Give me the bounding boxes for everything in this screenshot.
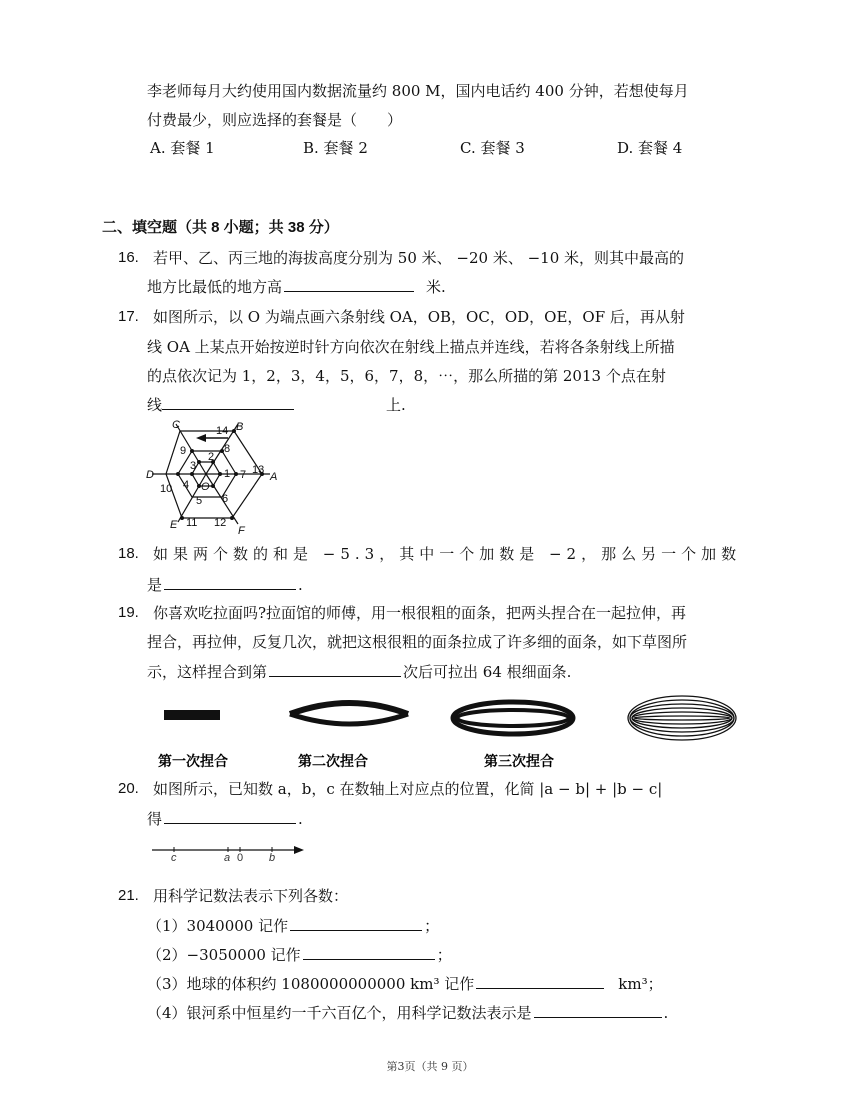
svg-text:8: 8: [224, 443, 231, 455]
q15-option-d[interactable]: D. 套餐 4: [617, 139, 683, 157]
q16-line1: 若甲、乙、丙三地的海拔高度分别为 50 米、 −20 米、 −10 米，则其中最高的: [153, 249, 685, 267]
section-title: 二、填空题（共 8 小题；共 38 分）: [102, 219, 339, 236]
svg-text:C: C: [172, 419, 180, 431]
svg-text:7: 7: [240, 469, 247, 481]
q21-item3: [147, 973, 663, 994]
q21-number: 21.: [118, 887, 139, 904]
svg-text:3: 3: [190, 460, 197, 472]
q18-line2-end: .: [298, 576, 303, 594]
svg-text:1: 1: [224, 468, 231, 480]
q17-line4-text: 线: [147, 396, 163, 414]
q21-item2: [147, 944, 452, 965]
svg-text:13: 13: [252, 464, 265, 476]
q15-option-c[interactable]: C. 套餐 3: [460, 139, 525, 157]
svg-text:14: 14: [216, 425, 229, 437]
axis-label-b: b: [269, 852, 276, 864]
q21-item2-text: （2）−3050000 记作: [147, 946, 301, 964]
axis-label-zero: 0: [237, 852, 244, 864]
q18-answer-blank[interactable]: [164, 574, 296, 590]
noodle-fourth: [628, 696, 736, 740]
q21-item2-end: ；: [436, 946, 452, 964]
caption-third: 第三次捏合: [484, 753, 554, 769]
svg-text:B: B: [236, 421, 244, 433]
svg-text:E: E: [170, 519, 178, 531]
q20-answer-blank[interactable]: [164, 808, 296, 824]
svg-text:10: 10: [160, 483, 173, 495]
q18-number: 18.: [118, 545, 139, 562]
q18-line1: 如果两个数的和是 −5.3，其中一个加数是 −2，那么另一个加数: [153, 545, 742, 563]
noodle-third: [453, 702, 573, 734]
q17-line4: [147, 394, 406, 415]
q17-line2: 线 OA 上某点开始按逆时针方向依次在射线上描点并连线，若将各条射线上所描: [147, 338, 675, 356]
q15-option-a[interactable]: A. 套餐 1: [150, 139, 215, 157]
q19-line1: 你喜欢吃拉面吗?拉面馆的师傅，用一根很粗的面条，把两头捏合在一起拉伸，再: [153, 604, 687, 622]
q21-item4-text: （4）银河系中恒星约一千六百亿个，用科学记数法表示是: [147, 1004, 532, 1022]
axis-label-c: c: [171, 852, 177, 864]
svg-text:11: 11: [186, 517, 198, 529]
q16-answer-blank[interactable]: [284, 276, 414, 292]
noodle-second: [290, 703, 408, 724]
q19-line3: [147, 661, 571, 682]
q17-line3: 的点依次记为 1，2，3，4，5，6，7，8，⋯，那么所描的第 2013 个点在射: [147, 367, 666, 385]
caption-first: 第一次捏合: [158, 753, 228, 769]
q21-item1-blank[interactable]: [290, 915, 422, 931]
q16-line2-end: 米.: [426, 278, 446, 296]
svg-text:12: 12: [214, 517, 227, 529]
page-footer: 第3页（共 9 页）: [386, 1060, 474, 1073]
q19-line2: 捏合，再拉伸，反复几次，就把这根很粗的面条拉成了许多细的面条，如下草图所: [147, 633, 688, 651]
q21-item1-end: ；: [424, 917, 440, 935]
q20-number: 20.: [118, 780, 139, 797]
q21-item3-blank[interactable]: [476, 973, 604, 989]
q21-item3-text: （3）地球的体积约 1080000000000 km³ 记作: [147, 975, 475, 993]
q21-item1-text: （1）3040000 记作: [147, 917, 289, 935]
q16-number: 16.: [118, 249, 139, 266]
q19-noodle-figure: [150, 694, 750, 774]
q21-item3-end: km³；: [618, 975, 663, 993]
q15-option-b[interactable]: B. 套餐 2: [303, 139, 368, 157]
q15-line1: 李老师每月大约使用国内数据流量约 800 M，国内电话约 400 分钟，若想使每月: [147, 82, 689, 100]
q20-line1: 如图所示，已知数 a，b，c 在数轴上对应点的位置，化简 |a − b| + |b − c|: [153, 780, 663, 798]
svg-text:5: 5: [196, 495, 203, 507]
svg-text:9: 9: [180, 445, 187, 457]
svg-text:4: 4: [183, 479, 190, 491]
q21-line1: 用科学记数法表示下列各数：: [153, 887, 349, 905]
q19-number: 19.: [118, 604, 139, 621]
svg-text:O: O: [201, 481, 210, 493]
q17-line4-end: 上.: [386, 396, 406, 414]
q17-answer-blank[interactable]: [162, 394, 294, 410]
q17-line1: 如图所示，以 O 为端点画六条射线 OA，OB，OC，OD，OE，OF 后，再从射: [153, 308, 685, 326]
q19-answer-blank[interactable]: [269, 661, 401, 677]
q21-item1: [147, 915, 439, 936]
q19-line3-text: 示，这样捏合到第: [147, 663, 268, 681]
q19-line3-end: 次后可拉出 64 根细面条.: [403, 663, 572, 681]
q17-hexagon-figure: [140, 418, 280, 536]
svg-text:D: D: [146, 469, 154, 481]
q20-line2-text: 得: [147, 810, 163, 828]
q20-number-line: [148, 840, 308, 864]
noodle-first: [164, 710, 220, 720]
q21-item2-blank[interactable]: [303, 944, 435, 960]
axis-label-a: a: [224, 852, 231, 864]
q20-line2-end: .: [298, 810, 303, 828]
q18-line2: [147, 574, 303, 595]
q20-line2: [147, 808, 303, 829]
svg-text:6: 6: [222, 493, 229, 505]
q16-line2-text: 地方比最低的地方高: [147, 278, 283, 296]
q21-item4: [147, 1002, 668, 1023]
q15-line2: 付费最少，则应选择的套餐是（ ）: [147, 111, 403, 129]
q16-line2: [147, 276, 446, 297]
svg-text:A: A: [270, 471, 278, 483]
svg-text:2: 2: [208, 451, 215, 463]
q18-line2-text: 是: [147, 576, 163, 594]
q21-item4-end: .: [663, 1004, 669, 1022]
caption-second: 第二次捏合: [298, 753, 368, 769]
svg-text:F: F: [238, 525, 245, 536]
q17-number: 17.: [118, 308, 139, 325]
q21-item4-blank[interactable]: [534, 1002, 662, 1018]
